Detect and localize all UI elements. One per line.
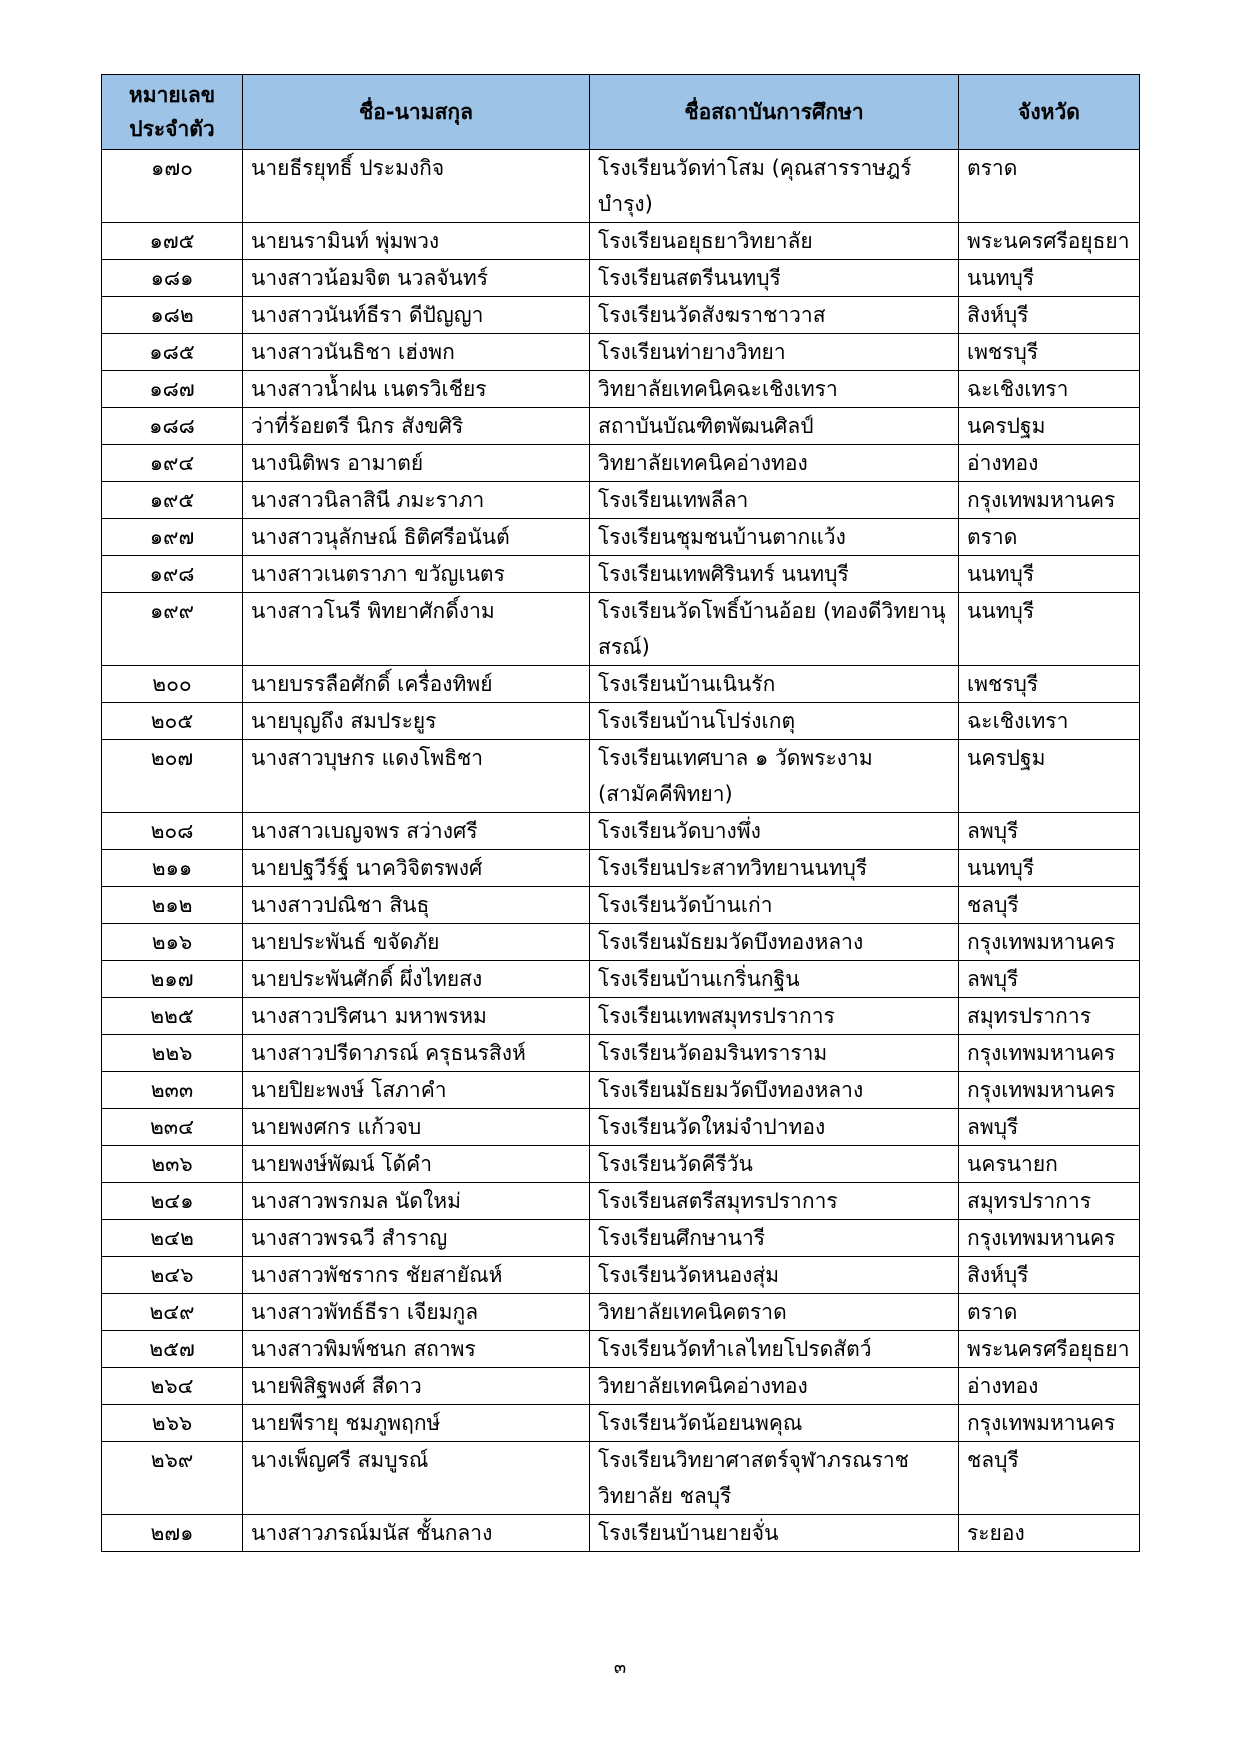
- cell-id: ๑๙๙: [102, 593, 243, 666]
- cell-name: นางสาวนันท์ธีรา ดีปัญญา: [243, 297, 590, 334]
- cell-name: นางสาวพิมพ์ชนก สถาพร: [243, 1331, 590, 1368]
- cell-name: นางสาวปริศนา มหาพรหม: [243, 998, 590, 1035]
- cell-id: ๒๔๙: [102, 1294, 243, 1331]
- cell-province: นครปฐม: [959, 408, 1140, 445]
- table-row: [102, 703, 1140, 740]
- cell-name: นายปิยะพงษ์ โสภาคำ: [243, 1072, 590, 1109]
- cell-school: โรงเรียนศึกษานารี: [590, 1220, 959, 1257]
- table-row: [102, 445, 1140, 482]
- header-school: ชื่อสถาบันการศึกษา: [590, 75, 959, 150]
- cell-province: สมุทรปราการ: [959, 1183, 1140, 1220]
- cell-id: ๒๑๗: [102, 961, 243, 998]
- table-row: [102, 666, 1140, 703]
- cell-name: นางสาวพรกมล นัดใหม่: [243, 1183, 590, 1220]
- cell-province: นนทบุรี: [959, 850, 1140, 887]
- cell-school: โรงเรียนบ้านเนินรัก: [590, 666, 959, 703]
- cell-school: โรงเรียนวัดทำเลไทยโปรดสัตว์: [590, 1331, 959, 1368]
- cell-school: โรงเรียนมัธยมวัดบึงทองหลาง: [590, 1072, 959, 1109]
- cell-province: นนทบุรี: [959, 556, 1140, 593]
- cell-school: โรงเรียนอยุธยาวิทยาลัย: [590, 223, 959, 260]
- table-row: [102, 1183, 1140, 1220]
- cell-id: ๒๓๓: [102, 1072, 243, 1109]
- cell-id: ๒๕๗: [102, 1331, 243, 1368]
- cell-province: นครนายก: [959, 1146, 1140, 1183]
- cell-name: นายพิสิฐพงศ์ สีดาว: [243, 1368, 590, 1405]
- cell-school: โรงเรียนวัดสังฆราชาวาส: [590, 297, 959, 334]
- cell-id: ๒๔๑: [102, 1183, 243, 1220]
- table-row: [102, 1405, 1140, 1442]
- table-row: [102, 1035, 1140, 1072]
- table-row: [102, 961, 1140, 998]
- cell-id: ๒๓๔: [102, 1109, 243, 1146]
- cell-school: โรงเรียนเทพสมุทรปราการ: [590, 998, 959, 1035]
- table-row: [102, 998, 1140, 1035]
- cell-school: โรงเรียนวัดหนองสุ่ม: [590, 1257, 959, 1294]
- cell-province: กรุงเทพมหานคร: [959, 482, 1140, 519]
- cell-province: ลพบุรี: [959, 813, 1140, 850]
- cell-school: โรงเรียนวัดบ้านเก่า: [590, 887, 959, 924]
- table-row: [102, 297, 1140, 334]
- cell-school: วิทยาลัยเทคนิคอ่างทอง: [590, 1368, 959, 1405]
- table-row: [102, 150, 1140, 223]
- cell-province: กรุงเทพมหานคร: [959, 1220, 1140, 1257]
- cell-id: ๒๓๖: [102, 1146, 243, 1183]
- cell-name: นางสาวพัชรากร ชัยสายัณห์: [243, 1257, 590, 1294]
- cell-school: โรงเรียนเทศบาล ๑ วัดพระงาม (สามัคคีพิทยา): [590, 740, 959, 813]
- cell-name: นางสาวน้ำฝน เนตรวิเชียร: [243, 371, 590, 408]
- cell-province: เพชรบุรี: [959, 334, 1140, 371]
- cell-name: นางสาวพัทธ์ธีรา เจียมกูล: [243, 1294, 590, 1331]
- cell-province: ตราด: [959, 519, 1140, 556]
- cell-id: ๒๗๑: [102, 1515, 243, 1552]
- cell-name: นายพงษ์พัฒน์ โด้คำ: [243, 1146, 590, 1183]
- cell-id: ๑๗๕: [102, 223, 243, 260]
- cell-id: ๑๘๗: [102, 371, 243, 408]
- cell-province: พระนครศรีอยุธยา: [959, 1331, 1140, 1368]
- cell-name: นายปฐวีร์ฐ์ นาควิจิตรพงศ์: [243, 850, 590, 887]
- table-row: [102, 887, 1140, 924]
- cell-name: นายประพันศักดิ์ ผึ่งไทยสง: [243, 961, 590, 998]
- cell-province: กรุงเทพมหานคร: [959, 924, 1140, 961]
- cell-school: วิทยาลัยเทคนิคอ่างทอง: [590, 445, 959, 482]
- table-row: [102, 850, 1140, 887]
- cell-name: นางสาวปรีดาภรณ์ ครุธนรสิงห์: [243, 1035, 590, 1072]
- cell-province: กรุงเทพมหานคร: [959, 1035, 1140, 1072]
- cell-id: ๑๙๘: [102, 556, 243, 593]
- cell-name: นางสาวพรฉวี สำราญ: [243, 1220, 590, 1257]
- header-id: หมายเลข ประจำตัว: [102, 75, 243, 150]
- table-row: [102, 1257, 1140, 1294]
- cell-id: ๒๐๘: [102, 813, 243, 850]
- cell-id: ๒๐๕: [102, 703, 243, 740]
- cell-id: ๒๔๒: [102, 1220, 243, 1257]
- cell-name: นางสาวเนตราภา ขวัญเนตร: [243, 556, 590, 593]
- cell-school: โรงเรียนวัดโพธิ์บ้านอ้อย (ทองดีวิทยานุสรณ์): [590, 593, 959, 666]
- cell-name: นางสาวบุษกร แดงโพธิชา: [243, 740, 590, 813]
- cell-school: วิทยาลัยเทคนิคตราด: [590, 1294, 959, 1331]
- cell-province: ฉะเชิงเทรา: [959, 371, 1140, 408]
- cell-name: นายธีรยุทธิ์ ประมงกิจ: [243, 150, 590, 223]
- cell-school: โรงเรียนบ้านยายจั่น: [590, 1515, 959, 1552]
- cell-province: นครปฐม: [959, 740, 1140, 813]
- cell-school: โรงเรียนชุมชนบ้านตากแว้ง: [590, 519, 959, 556]
- cell-school: โรงเรียนบ้านเกริ่นกฐิน: [590, 961, 959, 998]
- cell-name: นายนรามินท์ พุ่มพวง: [243, 223, 590, 260]
- cell-id: ๒๔๖: [102, 1257, 243, 1294]
- cell-name: นางสาวปณิชา สินธุ: [243, 887, 590, 924]
- cell-name: นางสาวภรณ์มนัส ชั้นกลาง: [243, 1515, 590, 1552]
- table-row: [102, 813, 1140, 850]
- cell-school: โรงเรียนวัดท่าโสม (คุณสารราษฎร์บำรุง): [590, 150, 959, 223]
- cell-name: ว่าที่ร้อยตรี นิกร สังขศิริ: [243, 408, 590, 445]
- cell-province: ฉะเชิงเทรา: [959, 703, 1140, 740]
- cell-id: ๑๙๗: [102, 519, 243, 556]
- cell-school: โรงเรียนท่ายางวิทยา: [590, 334, 959, 371]
- table-row: [102, 593, 1140, 666]
- cell-name: นายบุญถึง สมประยูร: [243, 703, 590, 740]
- cell-id: ๒๐๗: [102, 740, 243, 813]
- header-province: จังหวัด: [959, 75, 1140, 150]
- cell-school: วิทยาลัยเทคนิคฉะเชิงเทรา: [590, 371, 959, 408]
- cell-province: ระยอง: [959, 1515, 1140, 1552]
- cell-id: ๒๒๖: [102, 1035, 243, 1072]
- table-body: [102, 150, 1140, 1552]
- table-row: [102, 519, 1140, 556]
- cell-id: ๑๙๕: [102, 482, 243, 519]
- cell-school: โรงเรียนเทพลีลา: [590, 482, 959, 519]
- cell-school: โรงเรียนวัดอมรินทราราม: [590, 1035, 959, 1072]
- table-row: [102, 371, 1140, 408]
- cell-school: โรงเรียนวัดคีรีวัน: [590, 1146, 959, 1183]
- cell-province: ชลบุรี: [959, 887, 1140, 924]
- participant-table-container: [101, 74, 1139, 1552]
- cell-id: ๑๗๐: [102, 150, 243, 223]
- cell-province: เพชรบุรี: [959, 666, 1140, 703]
- table-row: [102, 740, 1140, 813]
- cell-name: นายบรรลือศักดิ์ เครื่องทิพย์: [243, 666, 590, 703]
- table-row: [102, 1368, 1140, 1405]
- header-name: ชื่อ-นามสกุล: [243, 75, 590, 150]
- cell-school: โรงเรียนมัธยมวัดบึงทองหลาง: [590, 924, 959, 961]
- cell-name: นางสาวนุลักษณ์ ธิติศรีอนันต์: [243, 519, 590, 556]
- table-row: [102, 223, 1140, 260]
- cell-province: ลพบุรี: [959, 1109, 1140, 1146]
- cell-name: นายพงศกร แก้วจบ: [243, 1109, 590, 1146]
- cell-name: นางสาวน้อมจิต นวลจันทร์: [243, 260, 590, 297]
- cell-province: นนทบุรี: [959, 593, 1140, 666]
- cell-province: ชลบุรี: [959, 1442, 1140, 1515]
- cell-name: นายประพันธ์ ขจัดภัย: [243, 924, 590, 961]
- cell-id: ๑๘๒: [102, 297, 243, 334]
- cell-school: โรงเรียนประสาทวิทยานนทบุรี: [590, 850, 959, 887]
- cell-name: นายพีรายุ ชมภูพฤกษ์: [243, 1405, 590, 1442]
- cell-school: โรงเรียนวัดน้อยนพคุณ: [590, 1405, 959, 1442]
- cell-province: กรุงเทพมหานคร: [959, 1072, 1140, 1109]
- cell-name: นางสาวนิลาสินี ภมะราภา: [243, 482, 590, 519]
- cell-id: ๒๐๐: [102, 666, 243, 703]
- cell-province: พระนครศรีอยุธยา: [959, 223, 1140, 260]
- cell-id: ๒๖๔: [102, 1368, 243, 1405]
- cell-school: โรงเรียนวิทยาศาสตร์จุฬาภรณราชวิทยาลัย ชลบุรี: [590, 1442, 959, 1515]
- cell-id: ๒๑๑: [102, 850, 243, 887]
- table-row: [102, 1442, 1140, 1515]
- cell-province: สิงห์บุรี: [959, 1257, 1140, 1294]
- cell-school: โรงเรียนสตรีนนทบุรี: [590, 260, 959, 297]
- cell-name: นางเพ็ญศรี สมบูรณ์: [243, 1442, 590, 1515]
- cell-id: ๑๘๕: [102, 334, 243, 371]
- cell-province: ตราด: [959, 150, 1140, 223]
- cell-id: ๑๘๘: [102, 408, 243, 445]
- cell-name: นางสาวเบญจพร สว่างศรี: [243, 813, 590, 850]
- cell-province: ตราด: [959, 1294, 1140, 1331]
- cell-id: ๑๘๑: [102, 260, 243, 297]
- cell-province: อ่างทอง: [959, 1368, 1140, 1405]
- cell-school: โรงเรียนวัดใหม่จำปาทอง: [590, 1109, 959, 1146]
- cell-id: ๒๖๙: [102, 1442, 243, 1515]
- table-row: [102, 1072, 1140, 1109]
- cell-province: สิงห์บุรี: [959, 297, 1140, 334]
- table-row: [102, 1146, 1140, 1183]
- cell-province: นนทบุรี: [959, 260, 1140, 297]
- table-row: [102, 1220, 1140, 1257]
- table-row: [102, 482, 1140, 519]
- table-row: [102, 260, 1140, 297]
- participant-table: [101, 74, 1140, 1552]
- table-row: [102, 408, 1140, 445]
- cell-province: อ่างทอง: [959, 445, 1140, 482]
- cell-province: กรุงเทพมหานคร: [959, 1405, 1140, 1442]
- cell-id: ๑๙๔: [102, 445, 243, 482]
- cell-school: โรงเรียนเทพศิรินทร์ นนทบุรี: [590, 556, 959, 593]
- table-row: [102, 334, 1140, 371]
- table-row: [102, 1515, 1140, 1552]
- table-row: [102, 1109, 1140, 1146]
- cell-school: โรงเรียนวัดบางพึ่ง: [590, 813, 959, 850]
- cell-id: ๒๑๖: [102, 924, 243, 961]
- page-number: ๓: [613, 1657, 627, 1678]
- table-row: [102, 924, 1140, 961]
- cell-name: นางสาวโนรี พิทยาศักดิ์งาม: [243, 593, 590, 666]
- cell-school: โรงเรียนบ้านโปร่งเกตุ: [590, 703, 959, 740]
- table-row: [102, 1331, 1140, 1368]
- cell-province: สมุทรปราการ: [959, 998, 1140, 1035]
- cell-id: ๒๖๖: [102, 1405, 243, 1442]
- cell-id: ๒๑๒: [102, 887, 243, 924]
- cell-province: ลพบุรี: [959, 961, 1140, 998]
- table-header-row: [102, 75, 1140, 150]
- cell-name: นางสาวนันธิชา เฮ่งพก: [243, 334, 590, 371]
- table-row: [102, 556, 1140, 593]
- cell-id: ๒๒๕: [102, 998, 243, 1035]
- table-row: [102, 1294, 1140, 1331]
- cell-school: สถาบันบัณฑิตพัฒนศิลป์: [590, 408, 959, 445]
- cell-school: โรงเรียนสตรีสมุทรปราการ: [590, 1183, 959, 1220]
- cell-name: นางนิติพร อามาตย์: [243, 445, 590, 482]
